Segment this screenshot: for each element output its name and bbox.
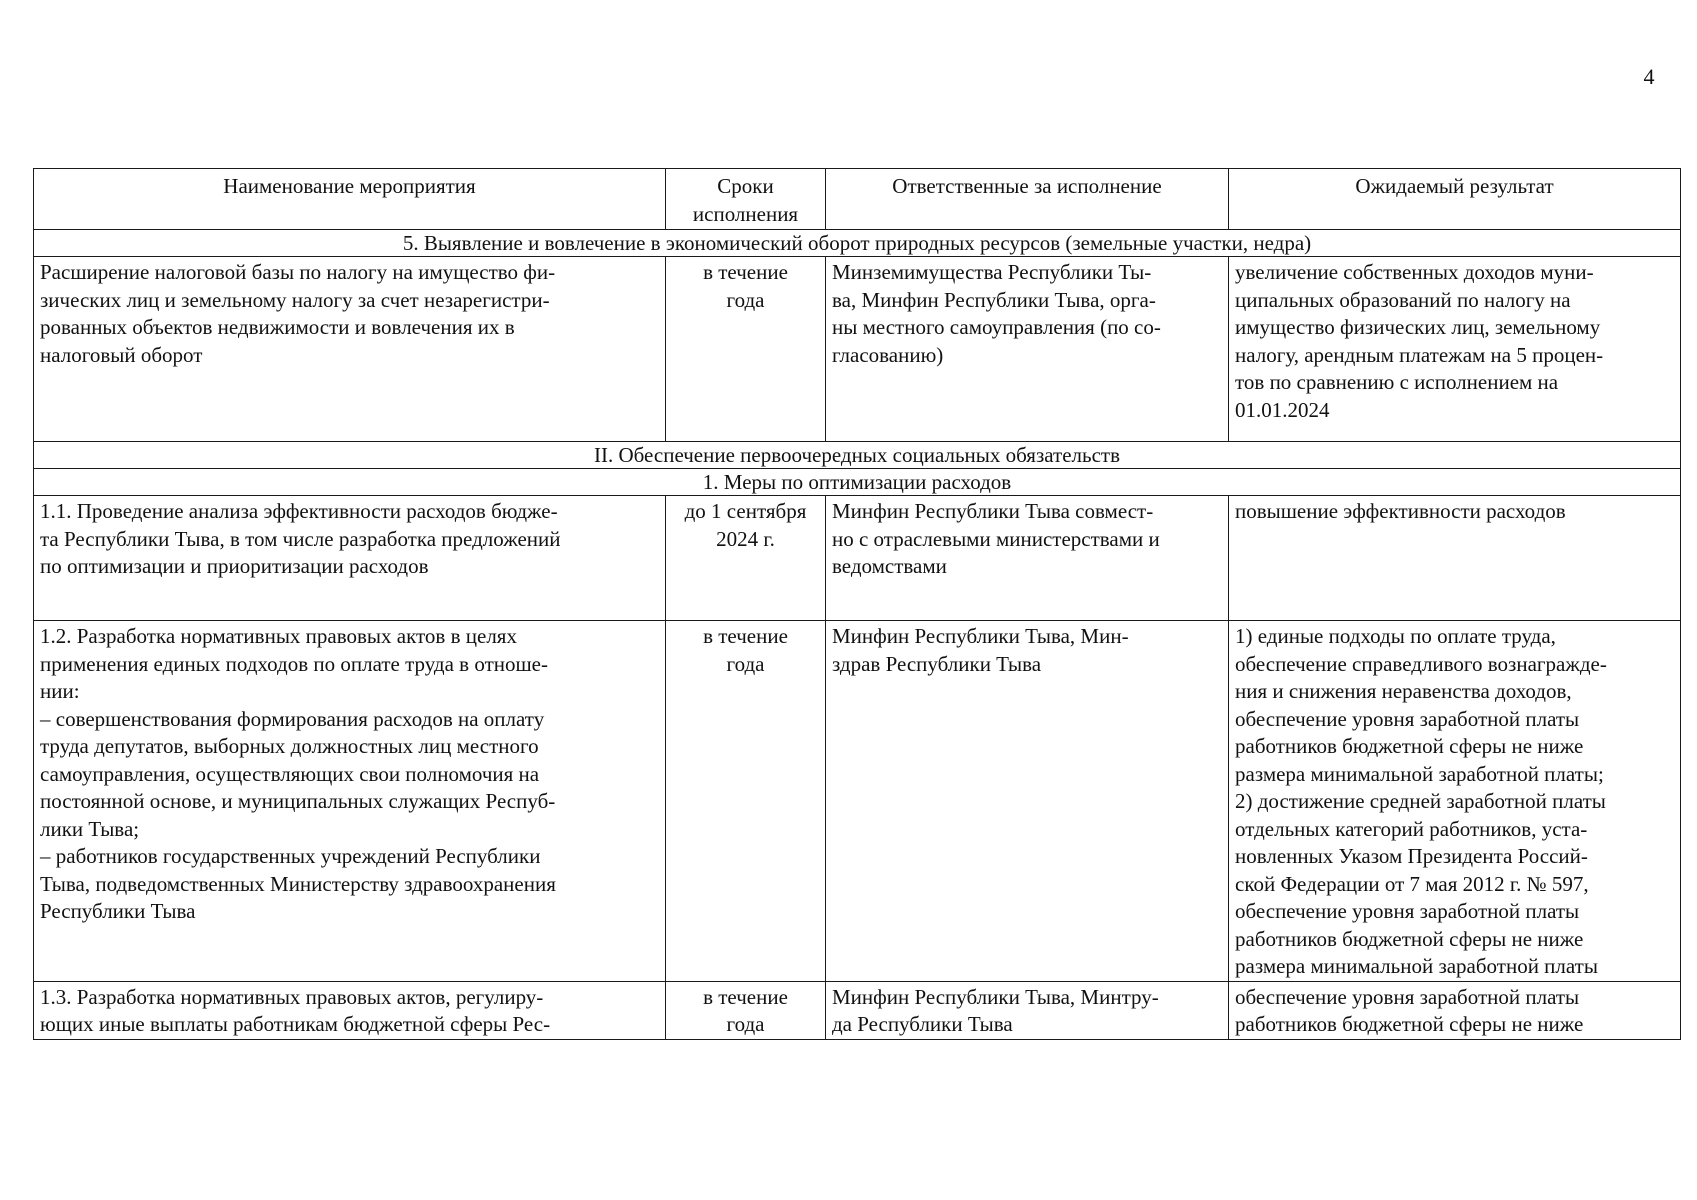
measure-name-cell: 1.3. Разработка нормативных правовых актов, регулиру- ющих иные выплаты работникам бюджетной сферы Рес- xyxy=(34,981,666,1039)
table-row xyxy=(34,981,1681,1039)
header-term: Сроки исполнения xyxy=(666,169,826,230)
action-plan-table xyxy=(33,168,1681,1040)
term-cell: в течение года xyxy=(666,621,826,982)
section-heading-row xyxy=(34,442,1681,469)
measure-name-cell: 1.2. Разработка нормативных правовых актов в целях применения единых подходов по оплате труда в отноше- нии: – совершенствования формирования расходов на оплату труда депутатов, выборных должностных лиц местного самоуправления, осуществляющих свои полномочия на постоянной основе, и муниципальных служащих Респуб- лики Тыва; – работников государственных учреждений Республики Тыва, подведомственных Министерству здравоохранения Республики Тыва xyxy=(34,621,666,982)
measure-name-cell: Расширение налоговой базы по налогу на имущество фи- зических лиц и земельному налогу за счет незарегистри- рованных объектов недвижимости и вовлечения их в налоговый оборот xyxy=(34,257,666,442)
section-II-title: II. Обеспечение первоочередных социальных обязательств xyxy=(34,442,1681,469)
term-cell: в течение года xyxy=(666,981,826,1039)
result-cell: 1) единые подходы по оплате труда, обеспечение справедливого вознагражде- ния и снижения неравенства доходов, обеспечение уровня заработной платы работников бюджетной сферы не ниже размера минимальной заработной платы; 2) достижение средней заработной платы отдельных категорий работников, уста- новленных Указом Президента Россий- ской Федерации от 7 мая 2012 г. № 597, обеспечение уровня заработной платы работников бюджетной сферы не ниже размера минимальной заработной платы xyxy=(1229,621,1681,982)
measure-name-cell: 1.1. Проведение анализа эффективности расходов бюдже- та Республики Тыва, в том числе разработка предложений по оптимизации и приоритизации расходов xyxy=(34,496,666,621)
result-cell: повышение эффективности расходов xyxy=(1229,496,1681,621)
section-heading-row xyxy=(34,230,1681,257)
responsible-cell: Минфин Республики Тыва, Мин- здрав Республики Тыва xyxy=(826,621,1229,982)
responsible-cell: Минфин Республики Тыва совмест- но с отраслевыми министерствами и ведомствами xyxy=(826,496,1229,621)
table-header-row xyxy=(34,169,1681,230)
table-row xyxy=(34,257,1681,442)
header-name: Наименование мероприятия xyxy=(34,169,666,230)
term-cell: до 1 сентября 2024 г. xyxy=(666,496,826,621)
section-5-title: 5. Выявление и вовлечение в экономический оборот природных ресурсов (земельные участки, недра) xyxy=(34,230,1681,257)
term-cell: в течение года xyxy=(666,257,826,442)
page-number: 4 xyxy=(1643,64,1655,89)
responsible-cell: Минземимущества Республики Ты- ва, Минфин Республики Тыва, орга- ны местного самоуправления (по со- гласованию) xyxy=(826,257,1229,442)
result-cell: обеспечение уровня заработной платы работников бюджетной сферы не ниже xyxy=(1229,981,1681,1039)
responsible-cell: Минфин Республики Тыва, Минтру- да Республики Тыва xyxy=(826,981,1229,1039)
header-responsible: Ответственные за исполнение xyxy=(826,169,1229,230)
table-row xyxy=(34,496,1681,621)
subsection-heading-row xyxy=(34,469,1681,496)
subsection-1-title: 1. Меры по оптимизации расходов xyxy=(34,469,1681,496)
result-cell: увеличение собственных доходов муни- ципальных образований по налогу на имущество физических лиц, земельному налогу, арендным платежам на 5 процен- тов по сравнению с исполнением на 01.01.2024 xyxy=(1229,257,1681,442)
table-row xyxy=(34,621,1681,982)
header-result: Ожидаемый результат xyxy=(1229,169,1681,230)
